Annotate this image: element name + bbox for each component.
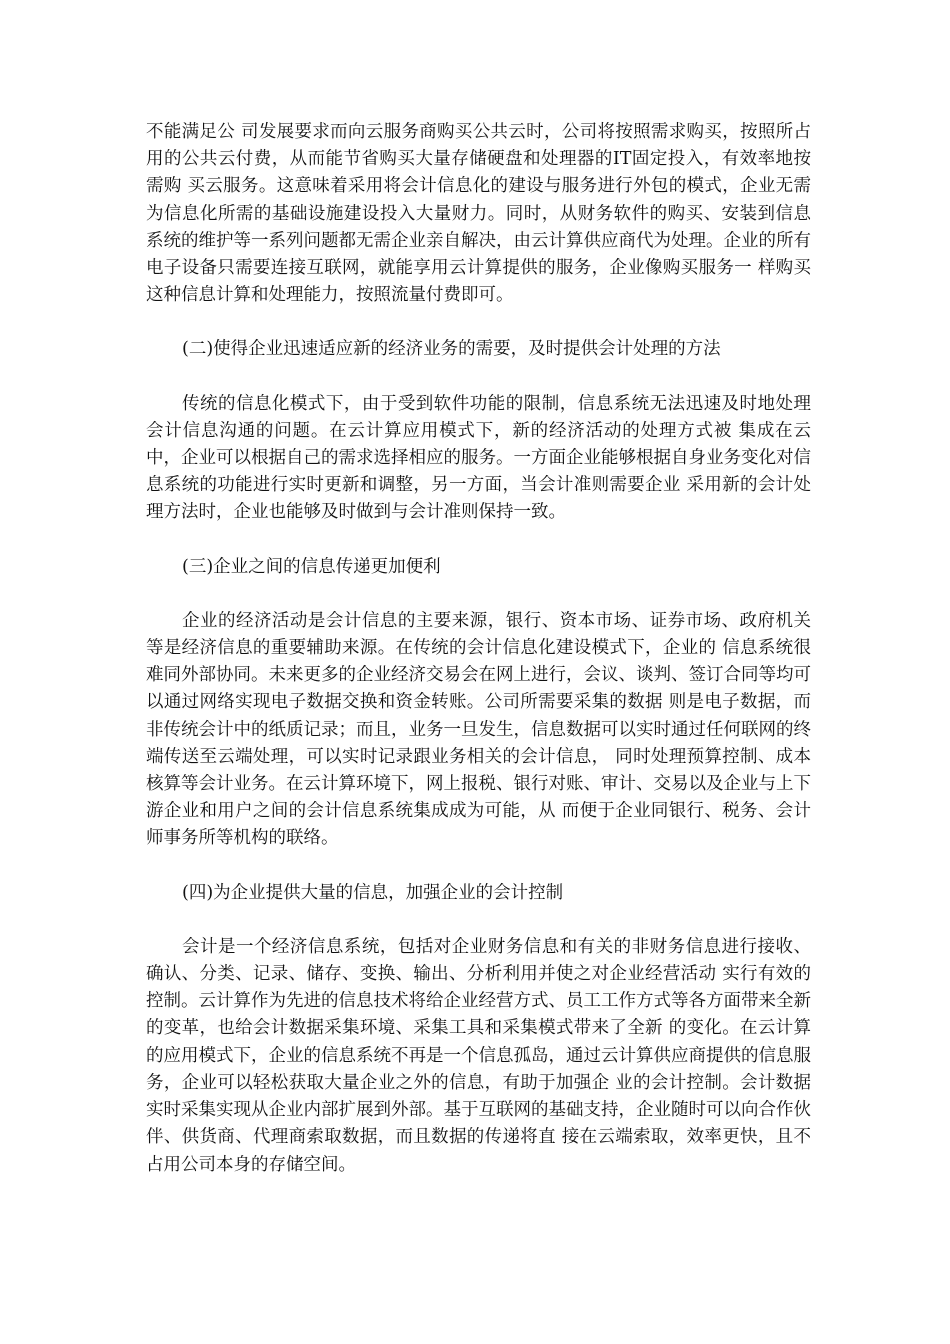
section-heading-2: (二)使得企业迅速适应新的经济业务的需要，及时提供会计处理的方法 <box>182 339 721 360</box>
paragraph-accounting-control: 会计是一个经济信息系统，包括对企业财务信息和有关的非财务信息进行接收、确认、分类、记录、储存、变换、输出、分析利用并使之对企业经营活动 实行有效的控制。云计算作为先进的信息技术将给企业经营方式、员工工作方式等各方面带来全新的变革，也给会计数据采集环境、采集工具和采集模式带来了全新 的变化。在云计算的应用模式下，企业的信息系统不再是一个信息孤岛，通过云计算供应商提供的信息服务，企业可以轻松获取大量企业之外的信息，有助于加强企 业的会计控制。会计数据实时采集实现从企业内部扩展到外部。基于互联网的基础支持，企业随时可以向合作伙伴、供货商、代理商索取数据，而且数据的传递将直 接在云端索取，效率更快，且不占用公司本身的存储空间。 <box>146 936 811 1175</box>
section-heading-3: (三)企业之间的信息传递更加便利 <box>182 556 441 577</box>
section-heading-4: (四)为企业提供大量的信息，加强企业的会计控制 <box>182 882 564 903</box>
paragraph-cloud-purchase: 不能满足公 司发展要求而向云服务商购买公共云时，公司将按照需求购买，按照所占用的公共云付费，从而能节省购买大量存储硬盘和处理器的IT固定投入，有效率地按需购 买云服务。这意味着采用将会计信息化的建设与服务进行外包的模式，企业无需为信息化所需的基础设施建设投入大量财力。同时，从财务软件的购买、安装到信息 系统的维护等一系列问题都无需企业亲自解决，由云计算供应商代为处理。企业的所有电子设备只需要连接互联网，就能享用云计算提供的服务，企业像购买服务一 样购买这种信息计算和处理能力，按照流量付费即可。 <box>146 122 811 306</box>
paragraph-information-transfer: 企业的经济活动是会计信息的主要来源，银行、资本市场、证券市场、政府机关等是经济信息的重要辅助来源。在传统的会计信息化建设模式下，企业的 信息系统很难同外部协同。未来更多的企业经济交易会在网上进行，会议、谈判、签订合同等均可以通过网络实现电子数据交换和资金转账。公司所需要采集的数据 则是电子数据，而非传统会计中的纸质记录；而且，业务一旦发生，信息数据可以实时通过任何联网的终端传送至云端处理，可以实时记录跟业务相关的会计信息， 同时处理预算控制、成本核算等会计业务。在云计算环境下，网上报税、银行对账、审计、交易以及企业与上下游企业和用户之间的会计信息系统集成成为可能，从 而便于企业同银行、税务、会计师事务所等机构的联络。 <box>146 610 811 849</box>
document-body <box>146 119 811 1206</box>
paragraph-adapt-business: 传统的信息化模式下，由于受到软件功能的限制，信息系统无法迅速及时地处理会计信息沟通的问题。在云计算应用模式下，新的经济活动的处理方式被 集成在云中，企业可以根据自己的需求选择相应的服务。一方面企业能够根据自身业务变化对信息系统的功能进行实时更新和调整，另一方面，当会计准则需要企业 采用新的会计处理方法时，企业也能够及时做到与会计准则保持一致。 <box>146 393 811 523</box>
